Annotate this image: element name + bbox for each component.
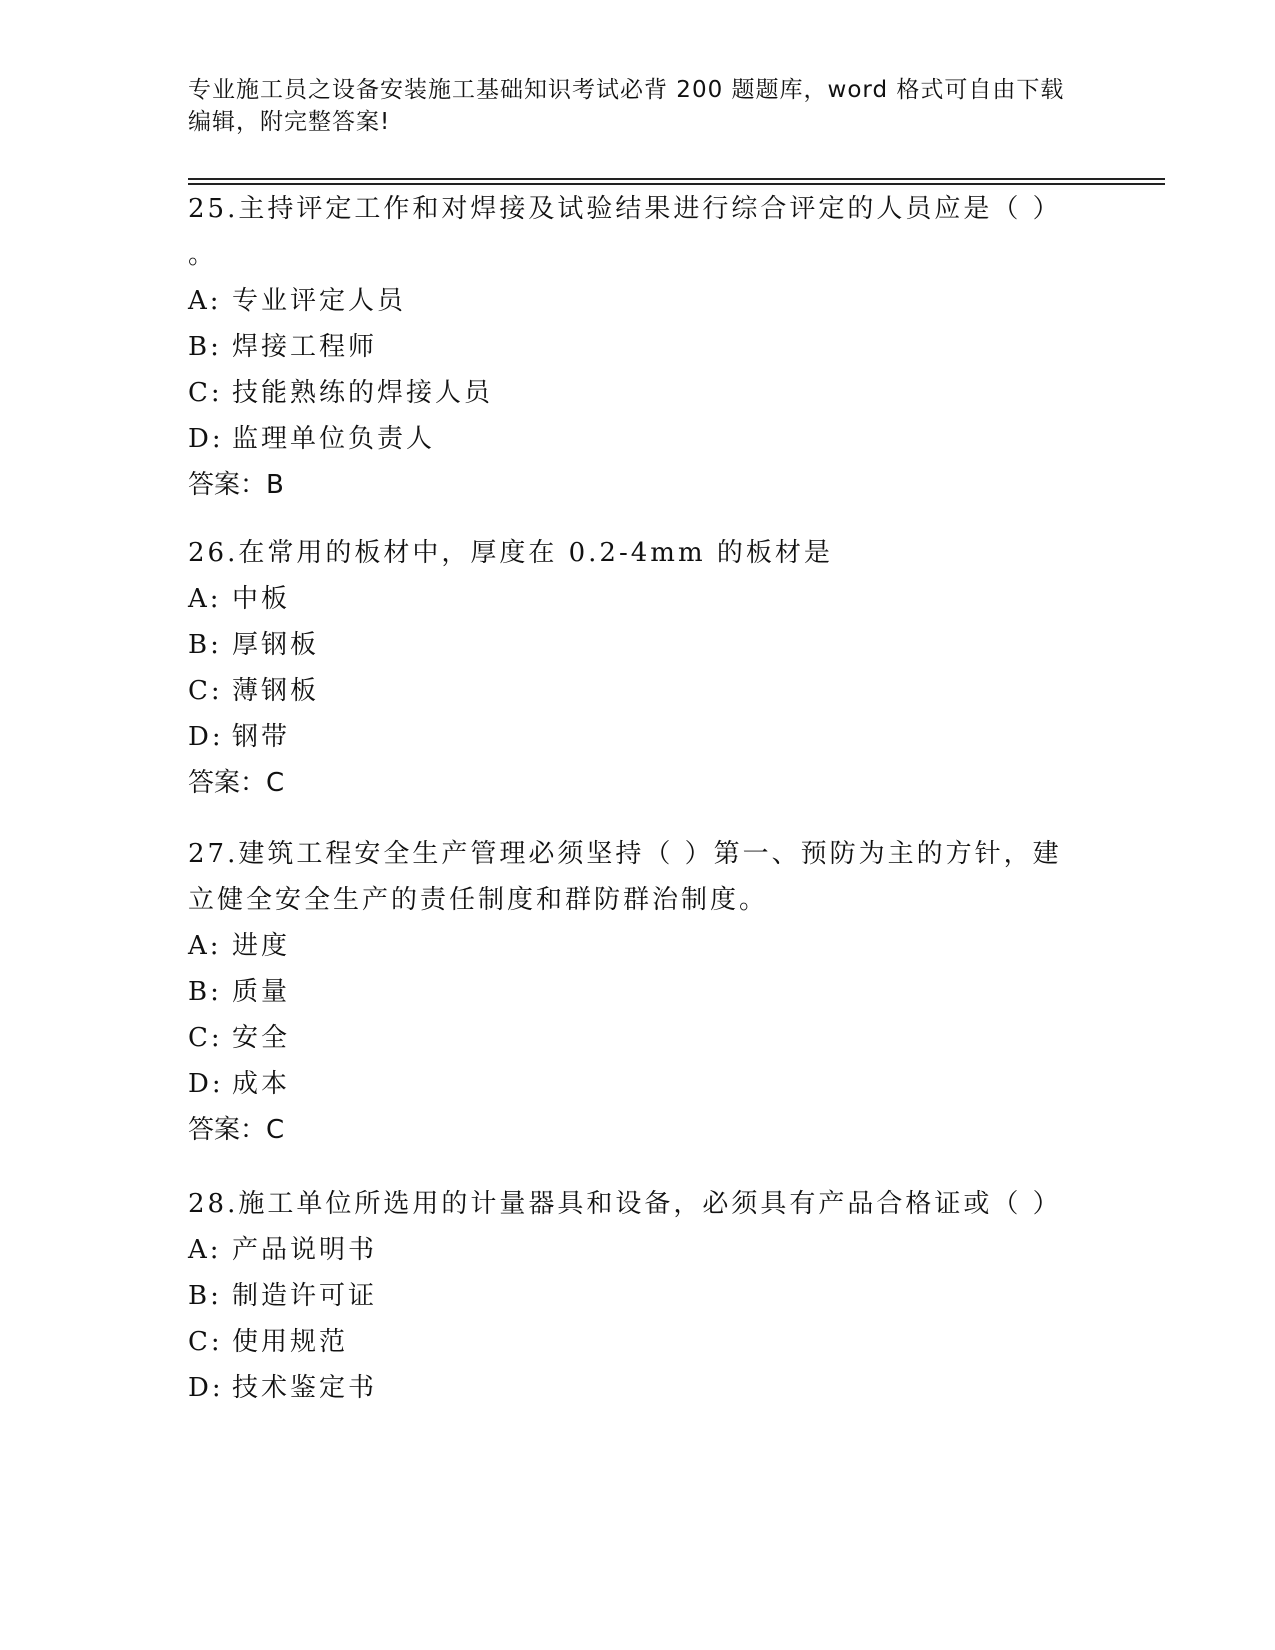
option-text: 使用规范 bbox=[232, 1327, 349, 1357]
option-d bbox=[188, 714, 1088, 760]
header-line-2: 编辑，附完整答案! bbox=[188, 109, 391, 135]
option-c bbox=[188, 668, 1088, 714]
question-text: 28.施工单位所选用的计量器具和设备，必须具有产品合格证或（ ） bbox=[188, 1189, 1062, 1219]
option-text: 中板 bbox=[232, 584, 291, 614]
option-letter: A: bbox=[188, 286, 222, 316]
option-text: 成本 bbox=[232, 1069, 291, 1099]
option-letter: B: bbox=[188, 332, 222, 362]
question-text-continued: 。 bbox=[188, 240, 218, 270]
option-letter: C: bbox=[188, 676, 223, 706]
option-text: 质量 bbox=[232, 977, 291, 1007]
option-d bbox=[188, 1061, 1088, 1107]
option-b bbox=[188, 1273, 1088, 1319]
option-d bbox=[188, 416, 1088, 462]
option-letter: C: bbox=[188, 1327, 223, 1357]
option-letter: D: bbox=[188, 1373, 224, 1403]
option-text: 焊接工程师 bbox=[232, 332, 378, 362]
option-c bbox=[188, 1015, 1088, 1061]
option-letter: C: bbox=[188, 378, 223, 408]
option-a bbox=[188, 576, 1088, 622]
header-line-1: 专业施工员之设备安装施工基础知识考试必背 200 题题库，word 格式可自由下载 bbox=[188, 77, 1065, 103]
option-a bbox=[188, 1227, 1088, 1273]
question-25 bbox=[188, 186, 1088, 508]
option-text: 技能熟练的焊接人员 bbox=[232, 378, 494, 408]
option-text: 钢带 bbox=[232, 722, 291, 752]
answer-text: 答案：C bbox=[188, 768, 285, 798]
option-letter: D: bbox=[188, 722, 224, 752]
option-letter: B: bbox=[188, 630, 222, 660]
option-b bbox=[188, 969, 1088, 1015]
option-text: 专业评定人员 bbox=[232, 286, 407, 316]
option-letter: A: bbox=[188, 1235, 222, 1265]
option-text: 制造许可证 bbox=[232, 1281, 378, 1311]
answer-text: 答案：B bbox=[188, 470, 284, 500]
option-d bbox=[188, 1365, 1088, 1411]
option-text: 厚钢板 bbox=[232, 630, 320, 660]
option-letter: B: bbox=[188, 977, 222, 1007]
option-c bbox=[188, 370, 1088, 416]
question-text: 26.在常用的板材中，厚度在 0.2-4mm 的板材是 bbox=[188, 538, 833, 568]
option-letter: D: bbox=[188, 424, 224, 454]
question-28 bbox=[188, 1181, 1088, 1411]
header-divider-bottom bbox=[188, 183, 1165, 185]
option-text: 薄钢板 bbox=[232, 676, 320, 706]
option-letter: C: bbox=[188, 1023, 223, 1053]
option-text: 安全 bbox=[232, 1023, 291, 1053]
question-26 bbox=[188, 530, 1088, 806]
option-letter: D: bbox=[188, 1069, 224, 1099]
header-divider-top bbox=[188, 178, 1165, 180]
option-text: 产品说明书 bbox=[232, 1235, 378, 1265]
option-letter: A: bbox=[188, 931, 222, 961]
option-letter: A: bbox=[188, 584, 222, 614]
option-a bbox=[188, 278, 1088, 324]
document-header bbox=[188, 74, 1088, 138]
question-text: 25.主持评定工作和对焊接及试验结果进行综合评定的人员应是（ ） bbox=[188, 194, 1062, 224]
option-b bbox=[188, 324, 1088, 370]
question-27 bbox=[188, 831, 1088, 1153]
option-text: 进度 bbox=[232, 931, 291, 961]
question-text: 27.建筑工程安全生产管理必须坚持（ ）第一、预防为主的方针，建 bbox=[188, 839, 1062, 869]
question-text-continued: 立健全安全生产的责任制度和群防群治制度。 bbox=[188, 885, 769, 915]
option-b bbox=[188, 622, 1088, 668]
option-text: 技术鉴定书 bbox=[232, 1373, 378, 1403]
answer-text: 答案：C bbox=[188, 1115, 285, 1145]
option-letter: B: bbox=[188, 1281, 222, 1311]
option-a bbox=[188, 923, 1088, 969]
option-c bbox=[188, 1319, 1088, 1365]
option-text: 监理单位负责人 bbox=[232, 424, 436, 454]
